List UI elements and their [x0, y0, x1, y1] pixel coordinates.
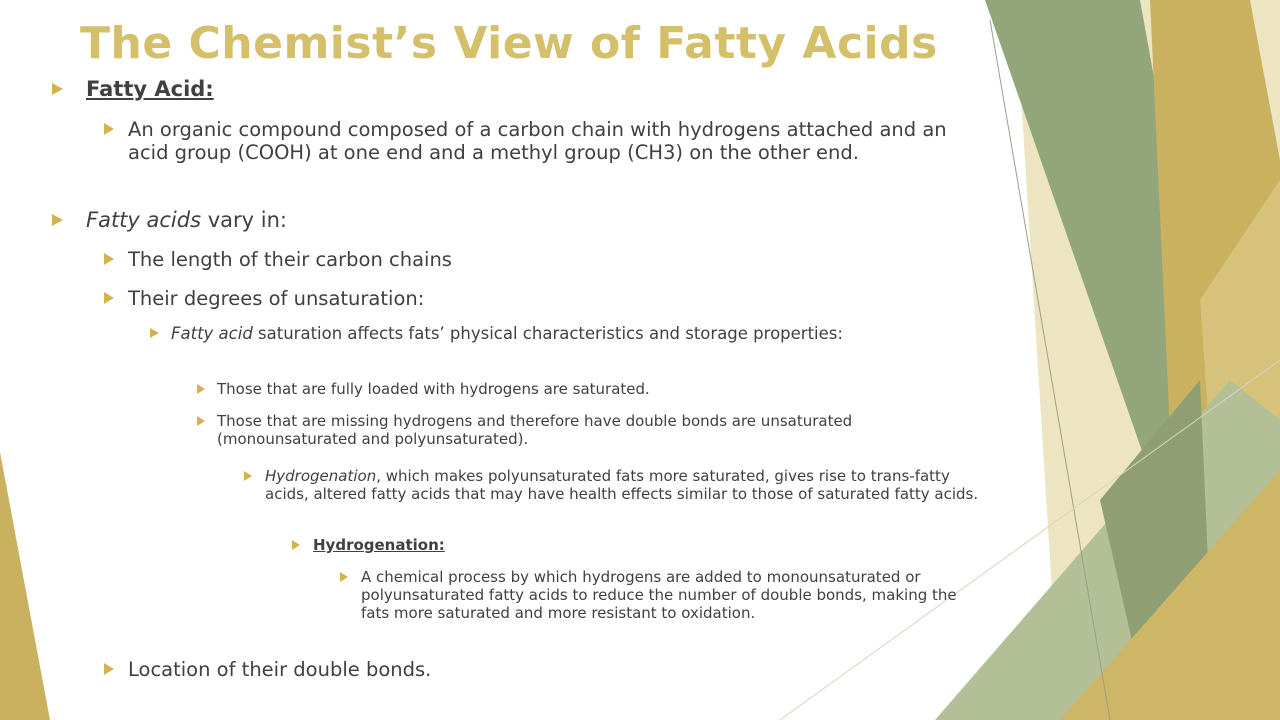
triangle-bullet-icon [150, 328, 159, 338]
bullet-saturation-affects [150, 324, 931, 343]
bullet-unsaturated [197, 412, 917, 448]
definition-text: An organic compound composed of a carbon chain with hydrogens attached and an acid group (COOH) at one end and a methyl group (CH3) on the other end. [128, 118, 947, 164]
bullet-fatty-acids-vary [52, 208, 966, 232]
triangle-bullet-icon [104, 292, 114, 304]
hydrogenation-definition-text: A chemical process by which hydrogens are added to monounsaturated or polyunsaturated fatty acids to reduce the number of double bonds, making the fats more saturated and more resistant to oxidation. [361, 568, 957, 622]
triangle-bullet-icon [292, 540, 300, 550]
bullet-fatty-acid-definition [104, 118, 968, 164]
triangle-bullet-icon [197, 416, 205, 426]
bullet-hydrogenation-effect [244, 467, 980, 503]
bullet-hydrogenation-term [292, 536, 813, 554]
left-gold-triangle [0, 452, 50, 720]
fatty-acids-emphasis: Fatty acids [86, 208, 202, 232]
unsaturated-text: Those that are missing hydrogens and therefore have double bonds are unsaturated (monounsaturated and polyunsaturated). [217, 412, 853, 448]
bullet-saturated [197, 380, 917, 398]
fatty-acid-emphasis: Fatty acid [171, 324, 253, 343]
triangle-bullet-icon [340, 572, 348, 582]
saturated-text: Those that are fully loaded with hydrogens are saturated. [217, 380, 650, 398]
triangle-bullet-icon [244, 471, 252, 481]
hydrogenation-effect-text: , which makes polyunsaturated fats more saturated, gives rise to trans-fatty acids, altered fatty acids that may have health effects similar to those of saturated fatty acids. [265, 467, 979, 503]
triangle-bullet-icon [52, 214, 63, 226]
hydrogenation-emphasis: Hydrogenation [265, 467, 377, 485]
carbon-chain-text: The length of their carbon chains [128, 248, 452, 271]
saturation-affects-text: saturation affects fats’ physical characteristics and storage properties: [252, 324, 843, 343]
bullet-carbon-chain-length [104, 248, 968, 271]
triangle-bullet-icon [52, 83, 63, 95]
unsaturation-text: Their degrees of unsaturation: [128, 287, 425, 310]
slide-title: The Chemist’s View of Fatty Acids [80, 18, 938, 69]
bullet-hydrogenation-definition [340, 568, 961, 622]
triangle-bullet-icon [197, 384, 205, 394]
triangle-bullet-icon [104, 123, 114, 135]
double-bond-location-text: Location of their double bonds. [128, 658, 432, 681]
bullet-double-bond-location [104, 658, 968, 681]
bullet-degrees-unsaturation [104, 287, 968, 310]
vary-in-text: vary in: [201, 208, 287, 232]
bullet-fatty-acid [52, 77, 966, 101]
triangle-bullet-icon [104, 253, 114, 265]
term-fatty-acid: Fatty Acid: [86, 77, 214, 101]
term-hydrogenation: Hydrogenation: [313, 536, 445, 554]
triangle-bullet-icon [104, 663, 114, 675]
